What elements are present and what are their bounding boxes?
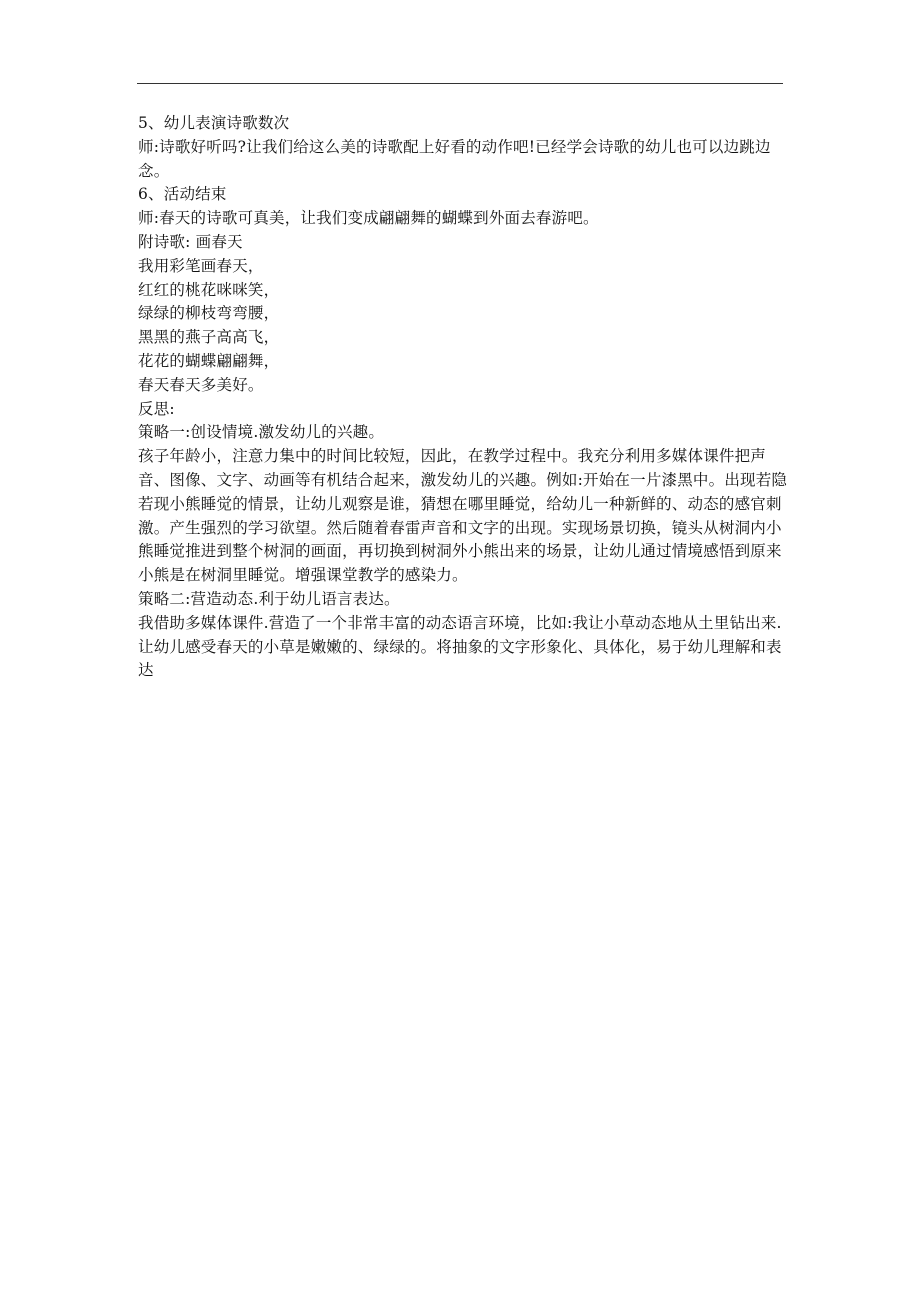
section-heading-5: 5、幼儿表演诗歌数次 xyxy=(138,114,290,132)
poem-line-5: 花花的蝴蝶翩翩舞， xyxy=(138,351,280,370)
poem-line-4: 黑黑的燕子高高飞， xyxy=(138,328,280,347)
teacher-line-1: 师:诗歌好听吗?让我们给这么美的诗歌配上好看的动作吧!已经学会诗歌的幼儿也可以边跳边念。 xyxy=(138,137,771,180)
poem-line-2: 红红的桃花咪咪笑， xyxy=(138,280,280,299)
section-heading-6: 6、活动结束 xyxy=(138,185,227,204)
teacher-line-2: 师:春天的诗歌可真美，让我们变成翩翩舞的蝴蝶到外面去春游吧。 xyxy=(138,209,599,228)
strategy-one-paragraph: 孩子年龄小，注意力集中的时间比较短，因此，在教学过程中。我充分利用多媒体课件把声音、图像、文字、动画等有机结合起来，激发幼儿的兴趣。例如:开始在一片漆黑中。出现若隐若现小熊睡觉的情景，让幼儿观察是谁，猜想在哪里睡觉，给幼儿一种新鲜的、动态的感官刺激。产生强烈的学习欲望。然后随着春雷声音和文字的出现。实现场景切换，镜头从树洞内小熊睡觉推进到整个树洞的画面，再切换到树洞外小熊出来的场景，让幼儿通过情境感悟到原来小熊是在树洞里睡觉。增强课堂教学的感染力。 xyxy=(138,447,788,585)
strategy-two-heading: 策略二:营造动态.利于幼儿语言表达。 xyxy=(138,589,400,608)
poem-line-1: 我用彩笔画春天， xyxy=(138,256,264,275)
strategy-one-heading: 策略一:创设情境.激发幼儿的兴趣。 xyxy=(138,423,385,442)
reflection-heading: 反思: xyxy=(138,399,175,418)
poem-line-6: 春天春天多美好。 xyxy=(138,375,264,394)
poem-line-3: 绿绿的柳枝弯弯腰， xyxy=(138,304,280,323)
header-rule xyxy=(137,83,783,84)
strategy-two-paragraph: 我借助多媒体课件.营造了一个非常丰富的动态语言环境，比如:我让小草动态地从土里钻出来.让幼儿感受春天的小草是嫩嫩的、绿绿的。将抽象的文字形象化、具体化，易于幼儿理解和表达 xyxy=(138,613,782,680)
poem-title: 附诗歌: 画春天 xyxy=(138,232,243,251)
document-body xyxy=(138,112,788,683)
